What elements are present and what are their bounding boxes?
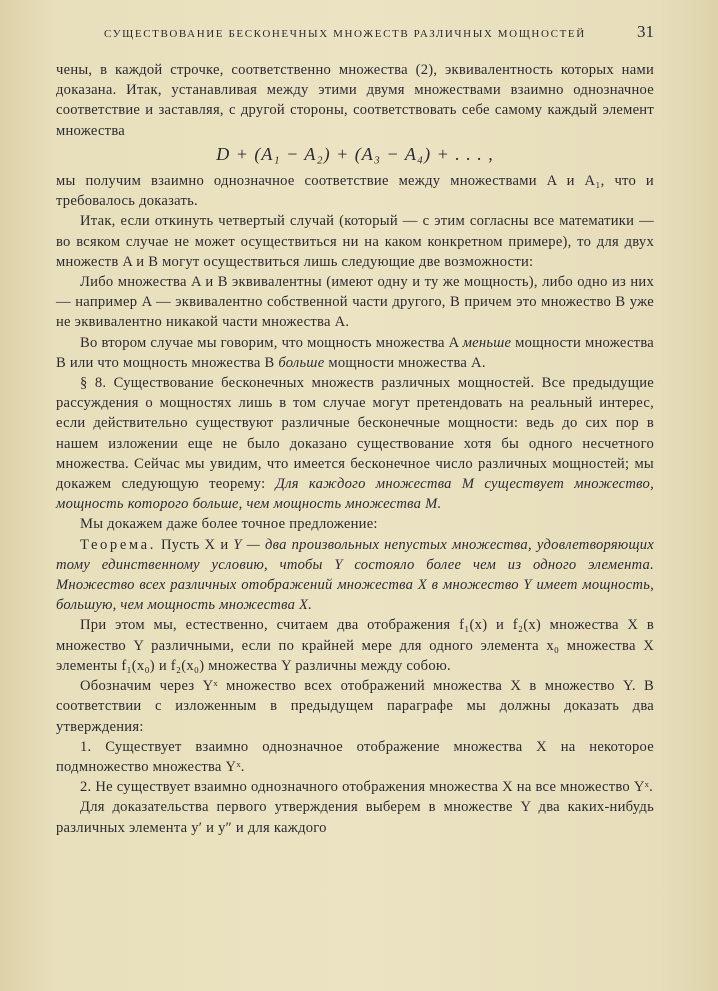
theorem-paragraph bbox=[56, 535, 654, 616]
paragraph: Либо множества A и B эквивалентны (имеют одну и ту же мощность), либо одно из них — например A — эквивалентно собственной части другого, B причем это множество B уже не эквивалентно никакой части множества A. bbox=[56, 274, 654, 331]
claim-2: 2. Не существует взаимно однозначного отображения множества X на все множество Yˣ. bbox=[80, 779, 654, 796]
paragraph: Итак, если откинуть четвертый случай (который — с этим согласны все математики — во всяком случае не может осуществиться ни на каком конкретном примере), то для двух множеств A и B могут осуществиться лишь следующие две возможности: bbox=[56, 213, 654, 270]
paragraph bbox=[56, 333, 654, 373]
paragraph: Обозначим через Yˣ множество всех отображений множества X в множество Y. В соответствии с изложенным в предыдущем параграфе мы должны доказать два утверждения: bbox=[56, 678, 654, 735]
running-header bbox=[56, 22, 654, 42]
formula: D + (A₁ − A₂) + (A₃ − A₄) + . . . , bbox=[216, 143, 494, 164]
text-run: мощности множества B или что мощность множества B bbox=[56, 334, 654, 371]
section-8-paragraph bbox=[56, 373, 654, 514]
emphasis: больше bbox=[278, 354, 325, 371]
running-title: СУЩЕСТВОВАНИЕ БЕСКОНЕЧНЫХ МНОЖЕСТВ РАЗЛИЧНЫХ МОЩНОСТЕЙ bbox=[104, 28, 586, 40]
theorem-statement: Для каждого множества M существует множество, мощность которого больше, чем мощность множества M. bbox=[56, 476, 654, 513]
body-text bbox=[56, 60, 654, 838]
emphasis: меньше bbox=[462, 334, 512, 351]
text-run: Пусть X и bbox=[160, 536, 229, 553]
paragraph: мы получим взаимно однозначное соответствие между множествами A и A₁, что и требовалось доказать. bbox=[56, 173, 654, 210]
paragraph: Мы докажем даже более точное предложение: bbox=[80, 516, 378, 533]
paragraph: При этом мы, естественно, считаем два отображения f₁(x) и f₂(x) множества X в множество Y различными, если по крайней мере для одного элемента x₀ множества X элементы f₁(x₀) и f₂(x₀) множества Y различны между собою. bbox=[56, 617, 654, 674]
paragraph: чены, в каждой строчке, соответственно множества (2), эквивалентность которых нами доказана. Итак, устанавливая между этими двумя множествами взаимно однозначное соответствие и заставляя, с другой стороны, соответствовать себе самому каждый элемент множества bbox=[56, 62, 654, 139]
paragraph: Для доказательства первого утверждения выберем в множестве Y два каких-нибудь различных элемента y′ и y″ и для каждого bbox=[56, 799, 654, 836]
text-run: Во втором случае мы говорим, что мощность множества A bbox=[80, 334, 459, 351]
claim-1: 1. Существует взаимно однозначное отображение множества X на некоторое подмножество множества Yˣ. bbox=[56, 738, 654, 775]
theorem-label: Теорема. bbox=[80, 536, 156, 553]
page-number: 31 bbox=[637, 22, 654, 41]
text-run: мощности множества A. bbox=[328, 354, 486, 371]
text-run: § 8. Существование бесконечных множеств различных мощностей. Все предыдущие рассуждения о мощностях лишь в том случае могут претендовать на реальный интерес, если действительно существуют различные бесконечные мощности: ведь до сих пор в нашем изложении еще не было доказано существование хотя бы одного несчетного множества. Сейчас мы увидим, что имеется бесконечное число различных мощностей; мы докажем следующую теорему: bbox=[56, 375, 654, 493]
theorem-text: Y — два произвольных непустых множества, удовлетворяющих тому единственному условию, чтобы Y состояло более чем из одного элемента. Множество всех различных отображений множества X в множество Y имеет мощность, большую, чем мощность множества X. bbox=[56, 536, 655, 614]
